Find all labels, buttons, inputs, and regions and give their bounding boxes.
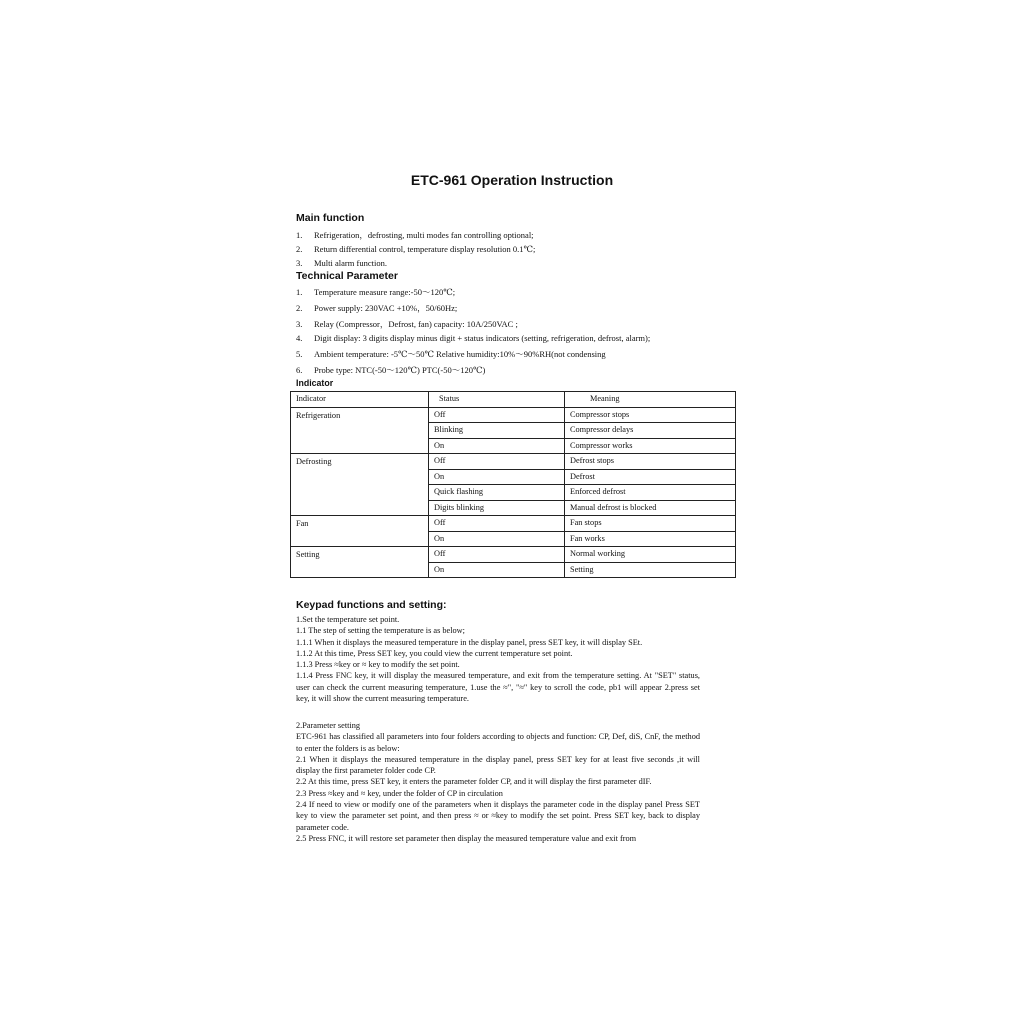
meaning-cell: Compressor stops <box>565 407 736 423</box>
item-number: 3. <box>296 319 303 329</box>
status-cell: Quick flashing <box>429 485 565 501</box>
status-cell: Off <box>429 547 565 563</box>
keypad-heading: Keypad functions and setting: <box>296 599 447 611</box>
meaning-cell: Enforced defrost <box>565 485 736 501</box>
document-title: ETC-961 Operation Instruction <box>410 172 614 188</box>
parameter-line: 2.3 Press ≈key and ≈ key, under the folder of CP in circulation <box>296 788 503 798</box>
keypad-line: 1.1.3 Press ≈key or ≈ key to modify the set point. <box>296 660 460 670</box>
keypad-section <box>296 614 700 704</box>
item-number: 2. <box>296 244 303 254</box>
meaning-cell: Fan works <box>565 531 736 547</box>
item-number: 1. <box>296 287 303 297</box>
indicator-name: Setting <box>291 547 429 578</box>
meaning-cell: Defrost stops <box>565 454 736 470</box>
item-text: Probe type: NTC(-50～120℃) PTC(-50～120℃) <box>314 365 486 375</box>
table-header-row <box>291 392 736 408</box>
status-cell: Digits blinking <box>429 500 565 516</box>
parameter-line: 2.1 When it displays the measured temperature in the display panel, press SET key for at least five seconds ,it will display the first parameter folder code CP. <box>296 754 700 776</box>
table-row <box>291 516 736 532</box>
parameter-line: ETC-961 has classified all parameters into four folders according to objects and function: CP, Def, diS, CnF, the method to enter the folders is as below: <box>296 732 700 753</box>
technical-parameter-item <box>296 302 457 314</box>
main-function-item <box>296 258 387 268</box>
keypad-line: 1.1 The step of setting the temperature is as below; <box>296 626 465 636</box>
main-function-item <box>296 244 535 255</box>
status-cell: On <box>429 562 565 578</box>
column-header-status: Status <box>429 392 565 408</box>
item-text: Multi alarm function. <box>314 258 387 268</box>
indicator-name: Fan <box>291 516 429 547</box>
parameter-line: 2.4 If need to view or modify one of the parameters when it displays the parameter code in the display panel Press SET key to view the parameter set point, and then press ≈ or ≈key to modify the set point. Press SET key, back to display parameter code. <box>296 800 700 832</box>
technical-parameter-item <box>296 286 455 298</box>
indicator-heading: Indicator <box>296 378 334 388</box>
indicator-table <box>290 391 736 578</box>
column-header-indicator: Indicator <box>291 392 429 408</box>
column-header-meaning: Meaning <box>565 392 736 408</box>
item-number: 3. <box>296 258 303 268</box>
technical-parameter-item <box>296 318 518 330</box>
status-cell: Blinking <box>429 423 565 439</box>
status-cell: On <box>429 531 565 547</box>
main-function-item <box>296 229 534 241</box>
table-row <box>291 454 736 470</box>
keypad-line: 1.1.4 Press FNC key, it will display the measured temperature, and exit from the temperature setting. At "SET" status, user can check the current measuring temperature, 1.use the ≈", "≈" key to scroll the code, pb1 will appear 2.press set key, it will show the current measuring temperature. <box>296 671 700 704</box>
indicator-name: Refrigeration <box>291 407 429 454</box>
item-number: 1. <box>296 230 303 240</box>
status-cell: On <box>429 438 565 454</box>
technical-parameter-heading: Technical Parameter <box>296 270 398 282</box>
parameter-line: 2.5 Press FNC, it will restore set parameter then display the measured temperature value and exit from <box>296 833 637 843</box>
meaning-cell: Manual defrost is blocked <box>565 500 736 516</box>
item-text: Temperature measure range:-50～120℃; <box>314 287 456 297</box>
item-text: Return differential control, temperature display resolution 0.1℃; <box>314 244 536 254</box>
main-function-heading: Main function <box>296 212 365 224</box>
meaning-cell: Setting <box>565 562 736 578</box>
status-cell: Off <box>429 407 565 423</box>
parameter-line: 2.2 At this time, press SET key, it enters the parameter folder CP, and it will display the first parameter dIF. <box>296 777 652 787</box>
technical-parameter-item <box>296 333 650 343</box>
status-cell: Off <box>429 516 565 532</box>
item-text: Refrigeration，defrosting, multi modes fan controlling optional; <box>314 230 534 240</box>
item-number: 2. <box>296 303 303 313</box>
meaning-cell: Compressor delays <box>565 423 736 439</box>
technical-parameter-item <box>296 348 606 360</box>
item-text: Relay (Compressor，Defrost, fan) capacity: 10A/250VAC ; <box>314 319 518 329</box>
item-number: 4. <box>296 333 303 343</box>
meaning-cell: Fan stops <box>565 516 736 532</box>
parameter-setting-section <box>296 720 700 844</box>
table-row <box>291 547 736 563</box>
item-number: 6. <box>296 365 303 375</box>
table-row <box>291 407 736 423</box>
item-text: Ambient temperature: -5℃～50℃ Relative humidity:10%～90%RH(not condensing <box>314 349 606 359</box>
item-text: Digit display: 3 digits display minus digit + status indicators (setting, refrigeration, defrost, alarm); <box>314 333 651 343</box>
meaning-cell: Defrost <box>565 469 736 485</box>
indicator-name: Defrosting <box>291 454 429 516</box>
status-cell: Off <box>429 454 565 470</box>
status-cell: On <box>429 469 565 485</box>
keypad-line: 1.Set the temperature set point. <box>296 615 400 624</box>
technical-parameter-item <box>296 364 485 376</box>
keypad-line: 1.1.2 At this time, Press SET key, you could view the current temperature set point. <box>296 648 573 658</box>
keypad-line: 1.1.1 When it displays the measured temperature in the display panel, press SET key, it will display SEt. <box>296 637 643 647</box>
meaning-cell: Compressor works <box>565 438 736 454</box>
item-number: 5. <box>296 349 303 359</box>
item-text: Power supply: 230VAC +10%，50/60Hz; <box>314 303 458 313</box>
meaning-cell: Normal working <box>565 547 736 563</box>
parameter-line: 2.Parameter setting <box>296 721 361 730</box>
